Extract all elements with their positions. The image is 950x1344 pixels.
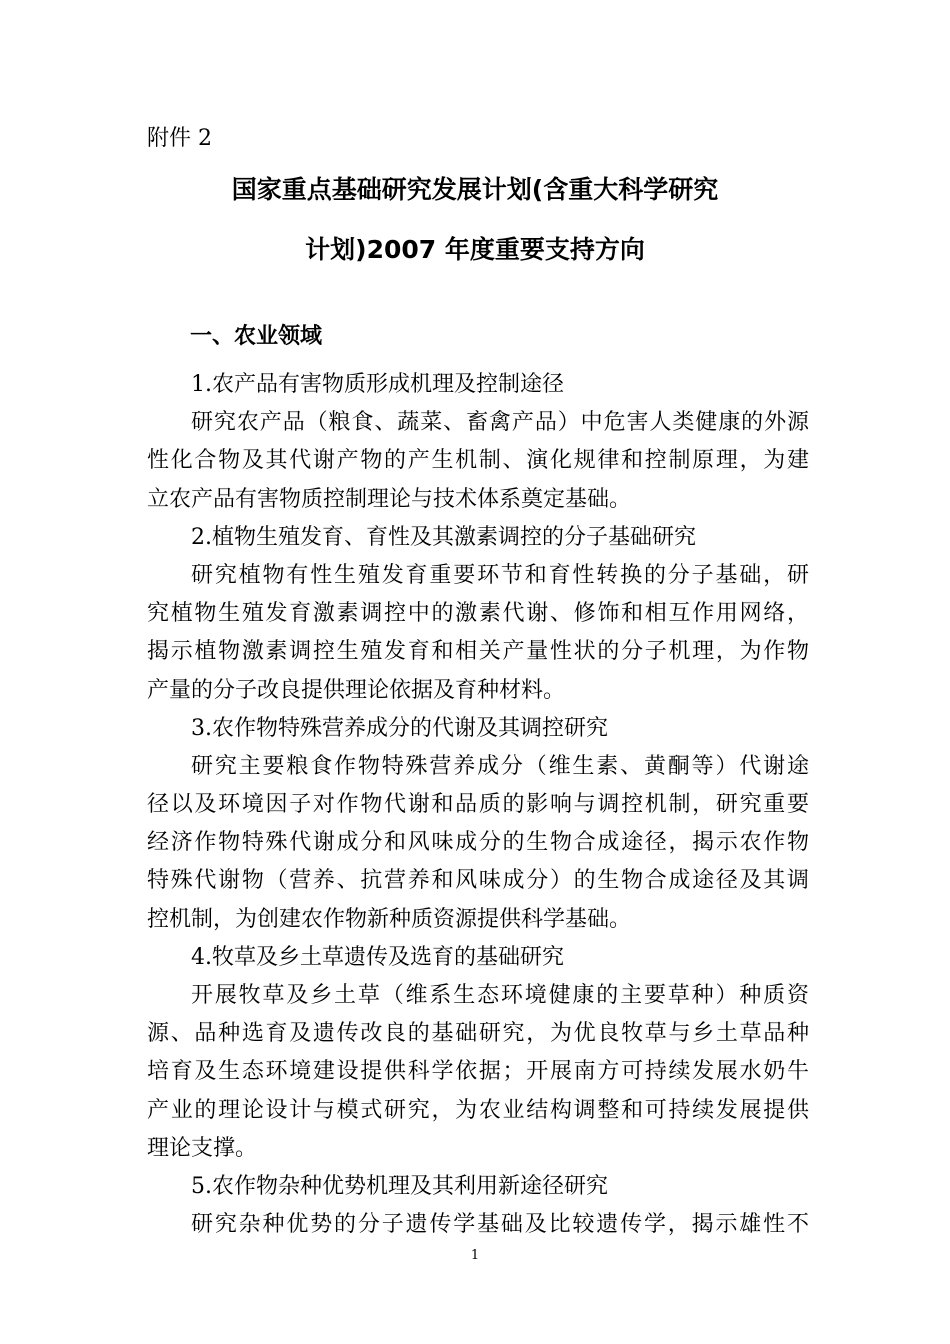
paragraph-line: 培育及生态环境建设提供科学依据；开展南方可持续发展水奶牛 [147,1059,809,1085]
paragraph-line: 研究主要粮食作物特殊营养成分（维生素、黄酮等）代谢途 [191,753,809,779]
paragraph-line: 控机制，为创建农作物新种质资源提供科学基础。 [147,906,632,932]
paragraph-line: 径以及环境因子对作物代谢和品质的影响与调控机制，研究重要 [147,792,809,818]
paragraph-line: 开展牧草及乡土草（维系生态环境健康的主要草种）种质资 [191,983,809,1008]
document-body [147,366,809,1244]
paragraph-line: 特殊代谢物（营养、抗营养和风味成分）的生物合成途径及其调 [147,868,809,894]
item-heading: 4.牧草及乡土草遗传及选育的基础研究 [191,944,564,970]
paragraph-line: 研究植物有性生殖发育重要环节和育性转换的分子基础，研 [191,562,809,588]
paragraph-line: 产量的分子改良提供理论依据及育种材料。 [147,677,566,703]
paragraph-line: 产业的理论设计与模式研究，为农业结构调整和可持续发展提供 [147,1097,809,1123]
item-heading: 3.农作物特殊营养成分的代谢及其调控研究 [191,715,608,741]
paragraph-line: 究植物生殖发育激素调控中的激素代谢、修饰和相互作用网络， [147,601,809,627]
item-heading: 5.农作物杂种优势机理及其利用新途径研究 [191,1173,608,1199]
document-title-line-2: 计划)2007 年度重要支持方向 [305,235,645,264]
document-title-line-1: 国家重点基础研究发展计划(含重大科学研究 [231,175,719,204]
item-heading: 1.农产品有害物质形成机理及控制途径 [191,372,564,397]
paragraph-line: 研究杂种优势的分子遗传学基础及比较遗传学，揭示雄性不 [191,1212,809,1238]
paragraph-line: 揭示植物激素调控生殖发育和相关产量性状的分子机理，为作物 [147,639,809,665]
paragraph-line: 立农产品有害物质控制理论与技术体系奠定基础。 [147,486,632,512]
annex-label: 附件 2 [147,126,212,151]
section-heading: 一、农业领域 [190,324,323,349]
paragraph-line: 源、品种选育及遗传改良的基础研究，为优良牧草与乡土草品种 [147,1021,809,1047]
paragraph-line: 理论支撑。 [147,1135,258,1161]
item-heading: 2.植物生殖发育、育性及其激素调控的分子基础研究 [191,524,696,550]
paragraph-line: 性化合物及其代谢产物的产生机制、演化规律和控制原理，为建 [147,448,809,474]
page-number: 1 [470,1248,480,1263]
paragraph-line: 经济作物特殊代谢成分和风味成分的生物合成途径，揭示农作物 [147,830,809,856]
paragraph-line: 研究农产品（粮食、蔬菜、畜禽产品）中危害人类健康的外源 [191,410,809,436]
